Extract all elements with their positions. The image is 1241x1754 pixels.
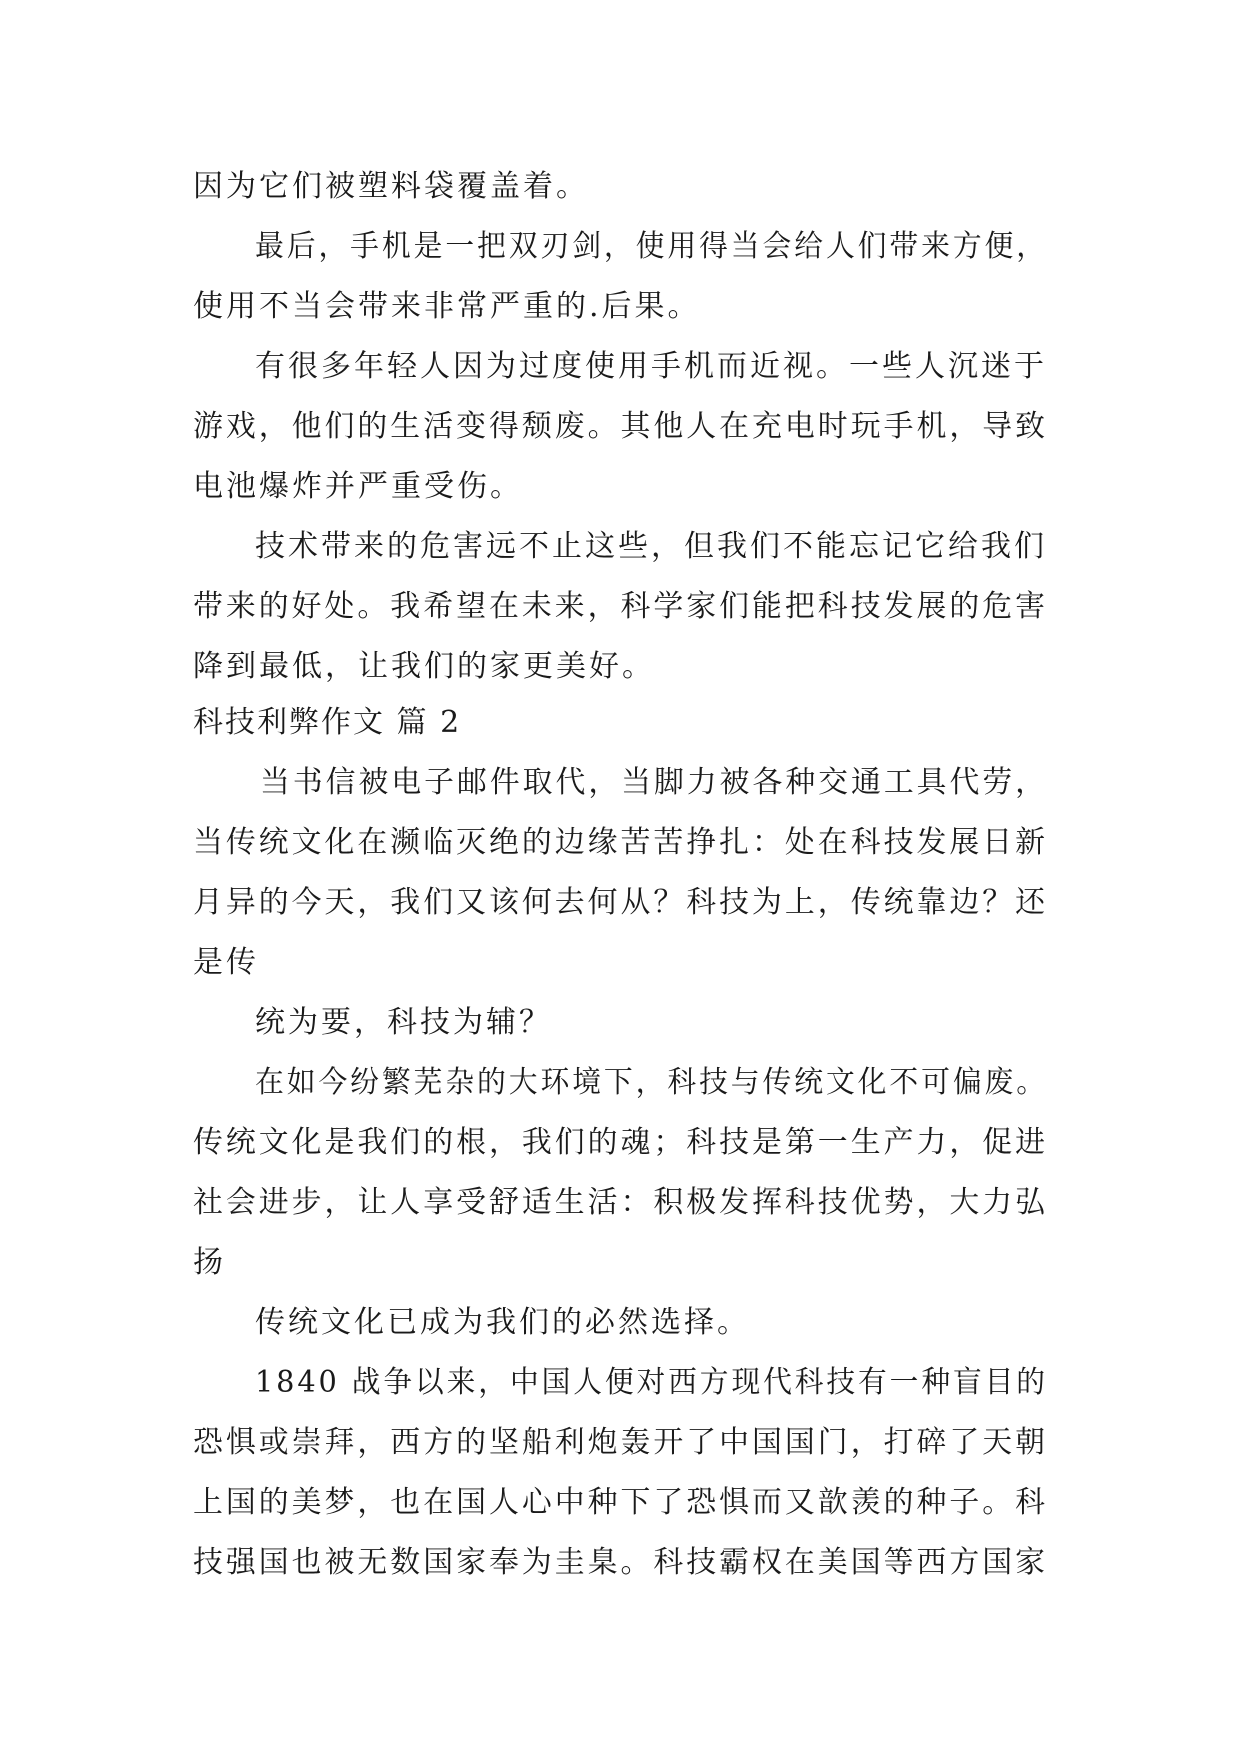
text-line: 是传	[193, 945, 259, 980]
text-line: 当传统文化在濒临灭绝的边缘苦苦挣扎：处在科技发展日新	[193, 825, 1048, 860]
text-line: 游戏，他们的生活变得颓废。其他人在充电时玩手机，导致	[193, 409, 1048, 444]
text-line: 社会进步，让人享受舒适生活：积极发挥科技优势，大力弘	[193, 1185, 1048, 1220]
text-line: 在如今纷繁芜杂的大环境下，科技与传统文化不可偏废。	[255, 1065, 1048, 1100]
section-heading: 科技利弊作文 篇 2	[193, 705, 462, 740]
text-line: 有很多年轻人因为过度使用手机而近视。一些人沉迷于	[255, 349, 1047, 384]
text-line: 带来的好处。我希望在未来，科学家们能把科技发展的危害	[193, 589, 1048, 624]
text-line: 电池爆炸并严重受伤。	[193, 469, 523, 504]
text-line: 降到最低，让我们的家更美好。	[193, 649, 655, 684]
text-line: 因为它们被塑料袋覆盖着。	[193, 169, 589, 204]
text-line: 传统文化已成为我们的必然选择。	[255, 1305, 750, 1340]
text-line: 1840 战争以来，中国人便对西方现代科技有一种盲目的	[255, 1365, 1048, 1400]
text-line: 月异的今天，我们又该何去何从？科技为上，传统靠边？还	[193, 885, 1048, 920]
text-line: 扬	[193, 1245, 226, 1280]
text-line: 统为要，科技为辅？	[255, 1005, 552, 1040]
text-line: 上国的美梦，也在国人心中种下了恐惧而又歆羡的种子。科	[193, 1485, 1048, 1520]
text-line: 传统文化是我们的根，我们的魂；科技是第一生产力，促进	[193, 1125, 1048, 1160]
text-line: 最后，手机是一把双刃剑，使用得当会给人们带来方便，	[255, 229, 1048, 264]
text-line: 技术带来的危害远不止这些，但我们不能忘记它给我们	[255, 529, 1047, 564]
text-line: 使用不当会带来非常严重的.后果。	[193, 289, 701, 324]
text-line: 技强国也被无数国家奉为圭臬。科技霸权在美国等西方国家	[193, 1545, 1048, 1580]
text-line: 恐惧或崇拜，西方的坚船利炮轰开了中国国门，打碎了天朝	[193, 1425, 1048, 1460]
text-line: 当书信被电子邮件取代，当脚力被各种交通工具代劳，	[260, 765, 1048, 800]
